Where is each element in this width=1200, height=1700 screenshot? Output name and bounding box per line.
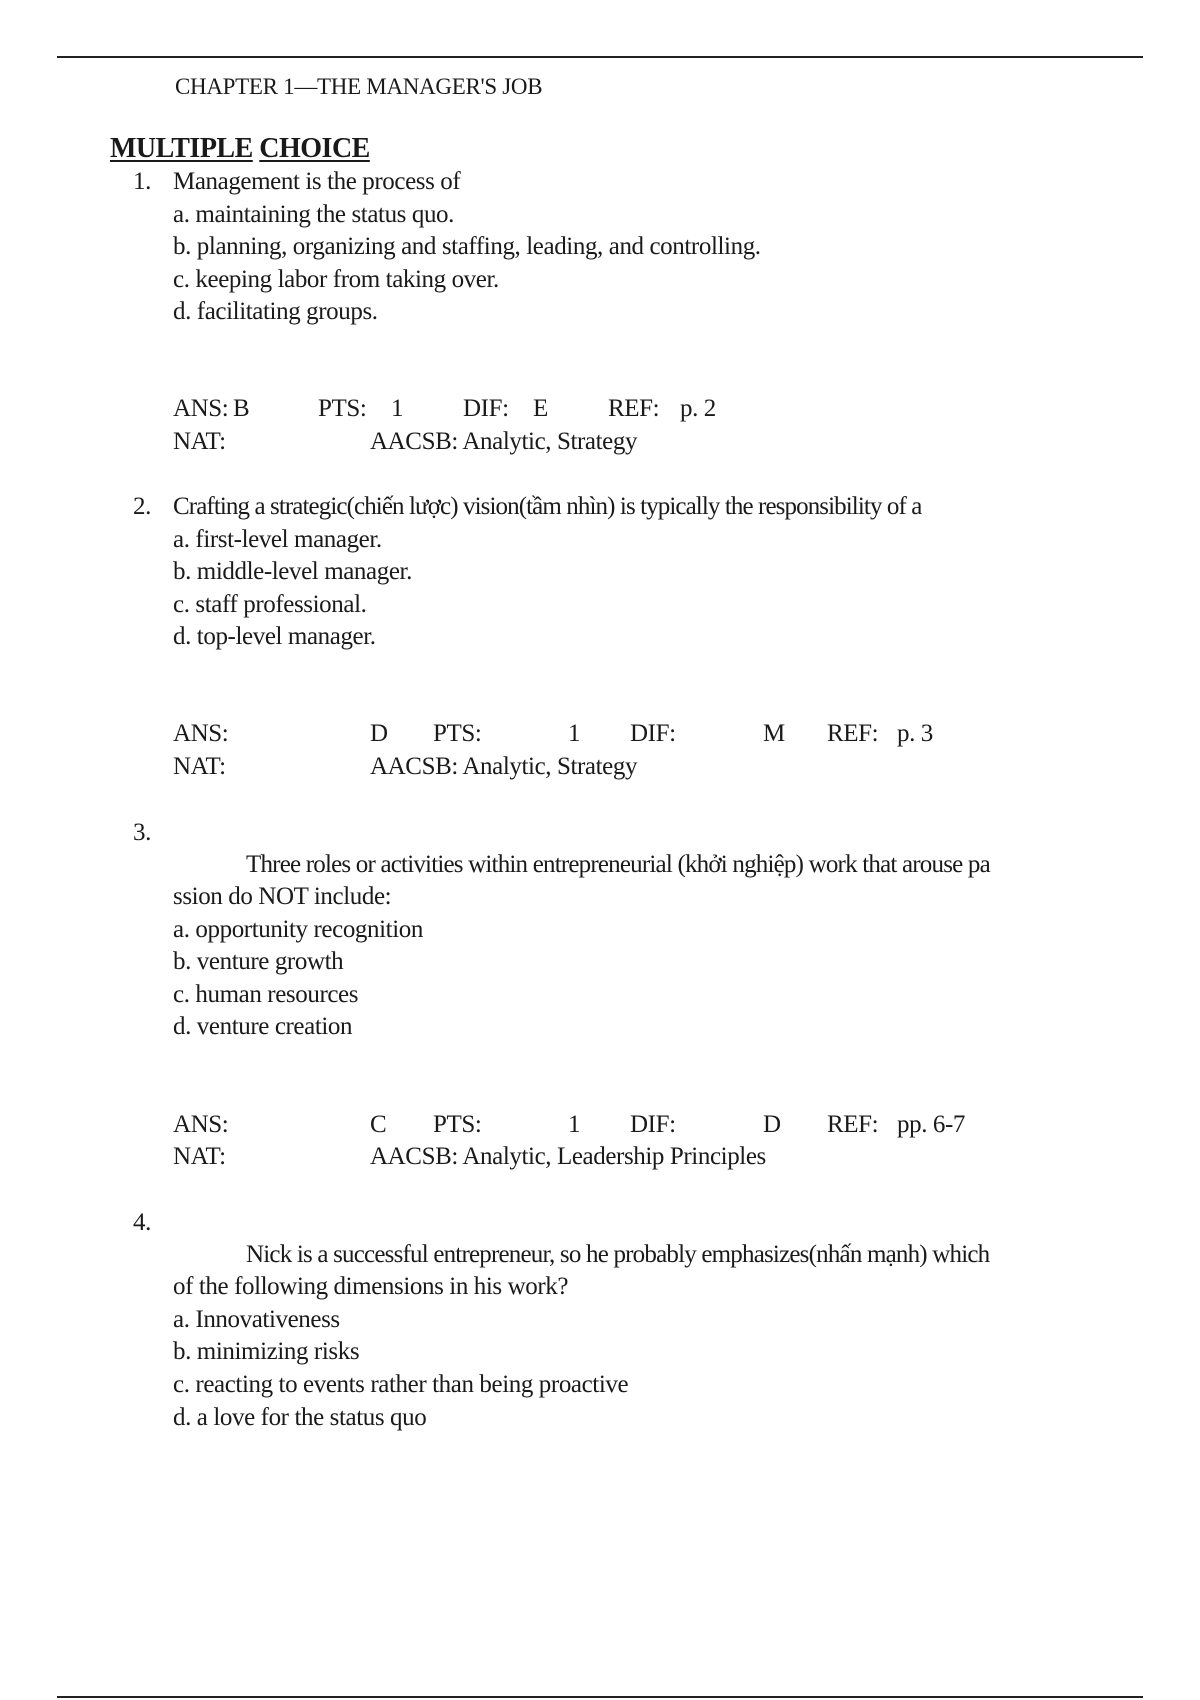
ref-label: REF: — [608, 395, 660, 422]
ans-value: D — [370, 720, 388, 747]
top-rule — [57, 56, 1143, 58]
dif-label: DIF: — [630, 1111, 676, 1138]
ans-label: ANS: — [173, 720, 229, 747]
question-number: 1. — [133, 168, 151, 195]
question-number: 2. — [133, 493, 151, 520]
pts-label: PTS: — [433, 720, 482, 747]
nat-label: NAT: — [173, 753, 226, 780]
option-b: b. planning, organizing and staffing, leading, and controlling. — [173, 233, 761, 260]
pts-value: 1 — [568, 1111, 581, 1138]
question-stem-line-2: ssion do NOT include: — [173, 883, 392, 910]
question-number: 3. — [133, 819, 151, 846]
option-b: b. middle-level manager. — [173, 558, 412, 585]
ref-label: REF: — [827, 720, 879, 747]
ref-label: REF: — [827, 1111, 879, 1138]
dif-value: E — [533, 395, 548, 422]
option-d: d. venture creation — [173, 1013, 353, 1040]
dif-label: DIF: — [463, 395, 509, 422]
option-a: a. first-level manager. — [173, 526, 382, 553]
ref-value: p. 3 — [897, 720, 933, 747]
pts-label: PTS: — [433, 1111, 482, 1138]
option-d: d. top-level manager. — [173, 623, 376, 650]
ans-value: B — [233, 395, 250, 422]
option-a: a. opportunity recognition — [173, 916, 423, 943]
pts-value: 1 — [568, 720, 581, 747]
option-d: d. a love for the status quo — [173, 1404, 427, 1431]
nat-label: NAT: — [173, 428, 226, 455]
question-stem-line-2: of the following dimensions in his work? — [173, 1273, 569, 1300]
nat-value: AACSB: Analytic, Strategy — [370, 428, 638, 455]
question-number: 4. — [133, 1209, 151, 1236]
option-c: c. keeping labor from taking over. — [173, 266, 499, 293]
ref-value: p. 2 — [680, 395, 716, 422]
dif-value: M — [763, 720, 785, 747]
question-stem-line-1: Nick is a successful entrepreneur, so he probably emphasizes(nhấn mạnh) which — [246, 1241, 990, 1268]
question-stem: Management is the process of — [173, 168, 461, 195]
nat-label: NAT: — [173, 1143, 226, 1170]
ans-label: ANS: — [173, 395, 229, 422]
option-c: c. human resources — [173, 981, 359, 1008]
nat-value: AACSB: Analytic, Strategy — [370, 753, 638, 780]
option-b: b. minimizing risks — [173, 1338, 360, 1365]
question-stem: Crafting a strategic(chiến lược) vision(tầm nhìn) is typically the responsibility of a — [173, 493, 922, 520]
pts-label: PTS: — [318, 395, 367, 422]
option-c: c. reacting to events rather than being proactive — [173, 1371, 629, 1398]
option-a: a. maintaining the status quo. — [173, 201, 455, 228]
option-a: a. Innovativeness — [173, 1306, 340, 1333]
option-b: b. venture growth — [173, 948, 344, 975]
nat-value: AACSB: Analytic, Leadership Principles — [370, 1143, 766, 1170]
dif-value: D — [763, 1111, 781, 1138]
chapter-header: CHAPTER 1—THE MANAGER'S JOB — [175, 74, 543, 99]
section-title-word-2: CHOICE — [259, 133, 370, 164]
pts-value: 1 — [391, 395, 404, 422]
section-title — [110, 133, 370, 165]
dif-label: DIF: — [630, 720, 676, 747]
option-d: d. facilitating groups. — [173, 298, 378, 325]
ref-value: pp. 6-7 — [897, 1111, 966, 1138]
ans-label: ANS: — [173, 1111, 229, 1138]
bottom-rule — [57, 1696, 1143, 1698]
ans-value: C — [370, 1111, 387, 1138]
section-title-word-1: MULTIPLE — [110, 133, 253, 164]
option-c: c. staff professional. — [173, 591, 367, 618]
question-stem-line-1: Three roles or activities within entrepreneurial (khởi nghiệp) work that arouse pa — [246, 851, 990, 878]
